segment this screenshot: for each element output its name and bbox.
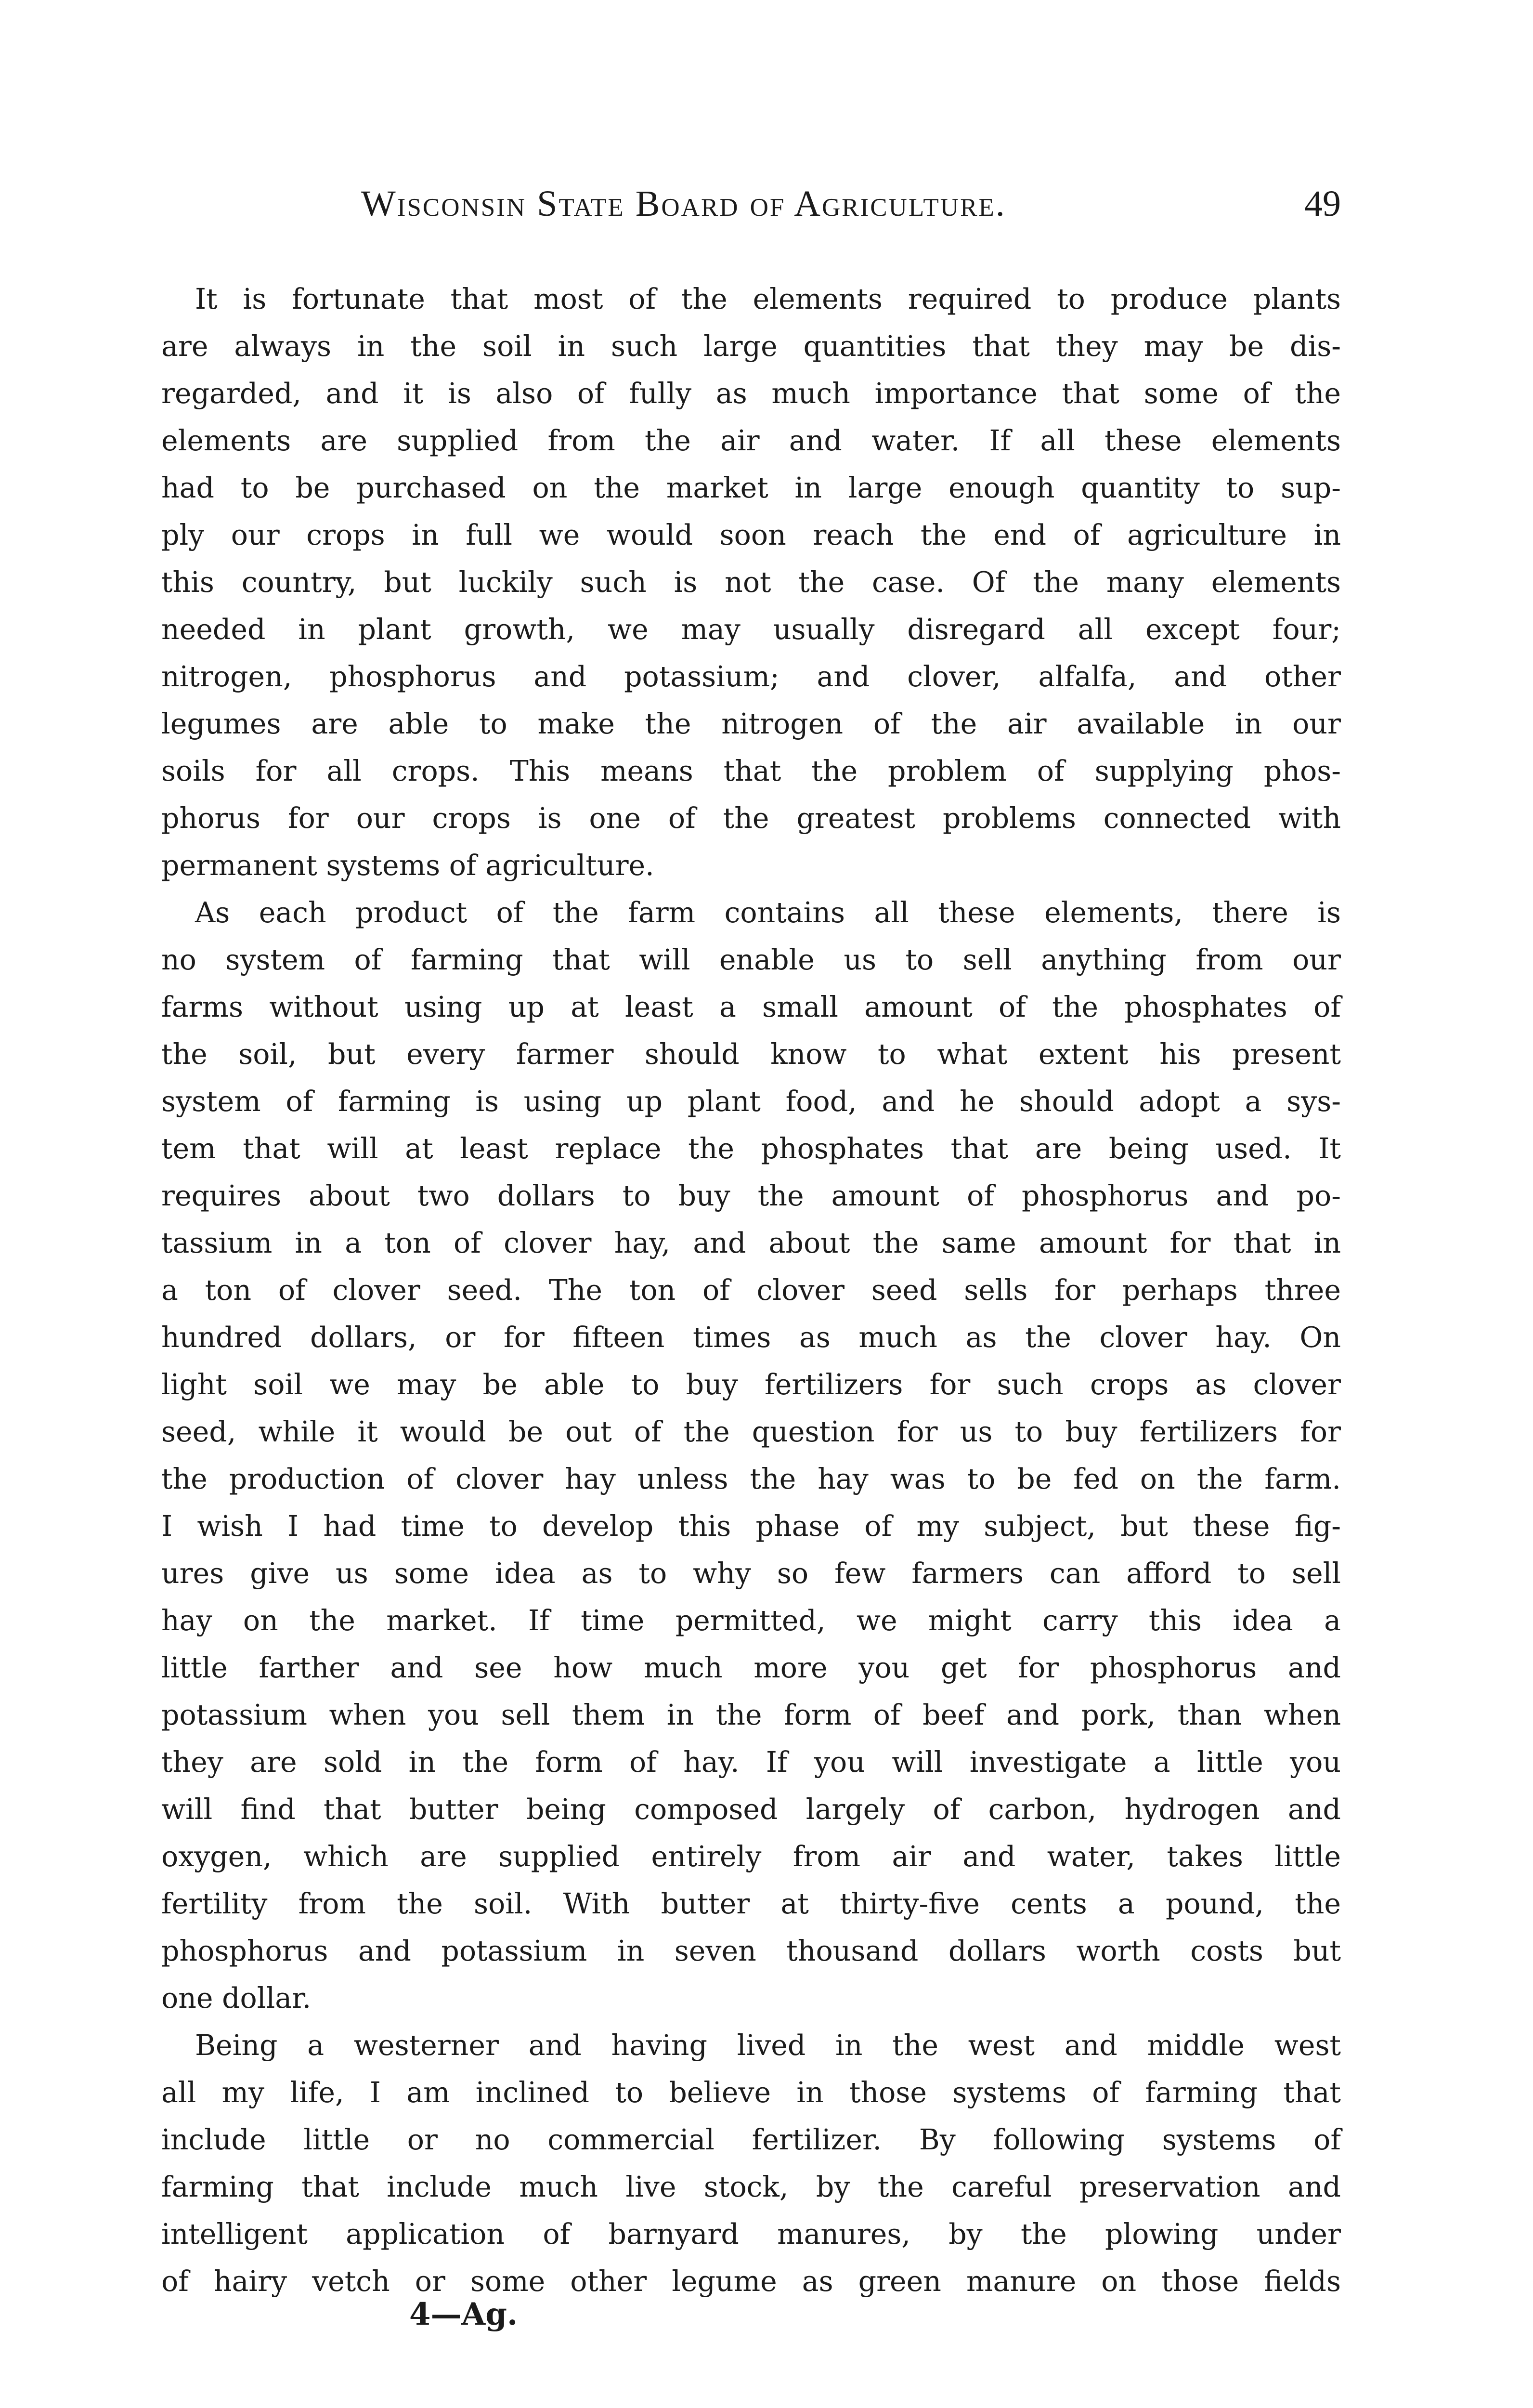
text-line: include little or no commercial fertilizer. By following systems of [161, 2123, 1341, 2156]
text-line: oxygen, which are supplied entirely from air and water, takes little [161, 1840, 1341, 1873]
text-line: I wish I had time to develop this phase of my subject, but these fig- [161, 1510, 1341, 1543]
text-line: nitrogen, phosphorus and potassium; and clover, alfalfa, and other [161, 660, 1341, 693]
text-line: no system of farming that will enable us to sell anything from our [161, 943, 1341, 976]
text-line: hundred dollars, or for fifteen times as much as the clover hay. On [161, 1321, 1341, 1354]
text-line: regarded, and it is also of fully as much importance that some of the [161, 377, 1341, 410]
text-line: had to be purchased on the market in large enough quantity to sup- [161, 471, 1341, 504]
text-line: tem that will at least replace the phosphates that are being used. It [161, 1132, 1341, 1165]
page-number: 49 [1304, 183, 1341, 224]
text-line: phorus for our crops is one of the greatest problems connected with [161, 802, 1341, 835]
text-line: permanent systems of agriculture. [161, 849, 654, 882]
text-line: intelligent application of barnyard manures, by the plowing under [161, 2218, 1341, 2251]
text-line: It is fortunate that most of the elements required to produce plants [195, 283, 1341, 315]
text-line: farming that include much live stock, by the careful preservation and [161, 2171, 1341, 2203]
running-title: Wisconsin State Board of Agriculture. [361, 183, 1006, 224]
text-line: seed, while it would be out of the question for us to buy fertilizers for [161, 1415, 1341, 1448]
text-line: farms without using up at least a small amount of the phosphates of [161, 991, 1341, 1023]
text-line: are always in the soil in such large quantities that they may be dis- [161, 330, 1341, 363]
text-line: tassium in a ton of clover hay, and about the same amount for that in [161, 1227, 1341, 1259]
paragraph-1 [161, 275, 1341, 889]
text-line: they are sold in the form of hay. If you will investigate a little you [161, 1746, 1341, 1779]
text-line: one dollar. [161, 1982, 312, 2015]
text-line: a ton of clover seed. The ton of clover seed sells for perhaps three [161, 1274, 1341, 1307]
text-line: the production of clover hay unless the hay was to be fed on the farm. [161, 1463, 1341, 1495]
text-line: ures give us some idea as to why so few farmers can afford to sell [161, 1557, 1341, 1590]
text-line: will find that butter being composed largely of carbon, hydrogen and [161, 1793, 1341, 1826]
running-header [164, 183, 1341, 231]
text-line: As each product of the farm contains all these elements, there is [195, 896, 1341, 929]
text-line: phosphorus and potassium in seven thousand dollars worth costs but [161, 1935, 1341, 1967]
text-line: hay on the market. If time permitted, we might carry this idea a [161, 1604, 1341, 1637]
text-line: the soil, but every farmer should know to what extent his present [161, 1038, 1341, 1071]
text-line: this country, but luckily such is not the case. Of the many elements [161, 566, 1341, 599]
text-line: ply our crops in full we would soon reach the end of agriculture in [161, 519, 1341, 551]
text-line: needed in plant growth, we may usually disregard all except four; [161, 613, 1341, 646]
body-text [161, 275, 1341, 2305]
paragraph-3 [161, 2022, 1341, 2305]
text-line: system of farming is using up plant food, and he should adopt a sys- [161, 1085, 1341, 1118]
text-line: Being a westerner and having lived in the west and middle west [195, 2029, 1341, 2062]
text-line: legumes are able to make the nitrogen of the air available in our [161, 707, 1341, 740]
text-line: of hairy vetch or some other legume as green manure on those fields [161, 2265, 1341, 2298]
text-line: requires about two dollars to buy the amount of phosphorus and po- [161, 1179, 1341, 1212]
text-line: all my life, I am inclined to believe in those systems of farming that [161, 2076, 1341, 2109]
text-line: elements are supplied from the air and water. If all these elements [161, 424, 1341, 457]
text-line: light soil we may be able to buy fertilizers for such crops as clover [161, 1368, 1341, 1401]
paragraph-2 [161, 889, 1341, 2022]
text-line: fertility from the soil. With butter at thirty-five cents a pound, the [161, 1887, 1341, 1920]
signature-mark: 4—Ag. [409, 2296, 518, 2332]
text-line: potassium when you sell them in the form of beef and pork, than when [161, 1699, 1341, 1731]
text-line: little farther and see how much more you get for phosphorus and [161, 1651, 1341, 1684]
text-line: soils for all crops. This means that the problem of supplying phos- [161, 755, 1341, 787]
